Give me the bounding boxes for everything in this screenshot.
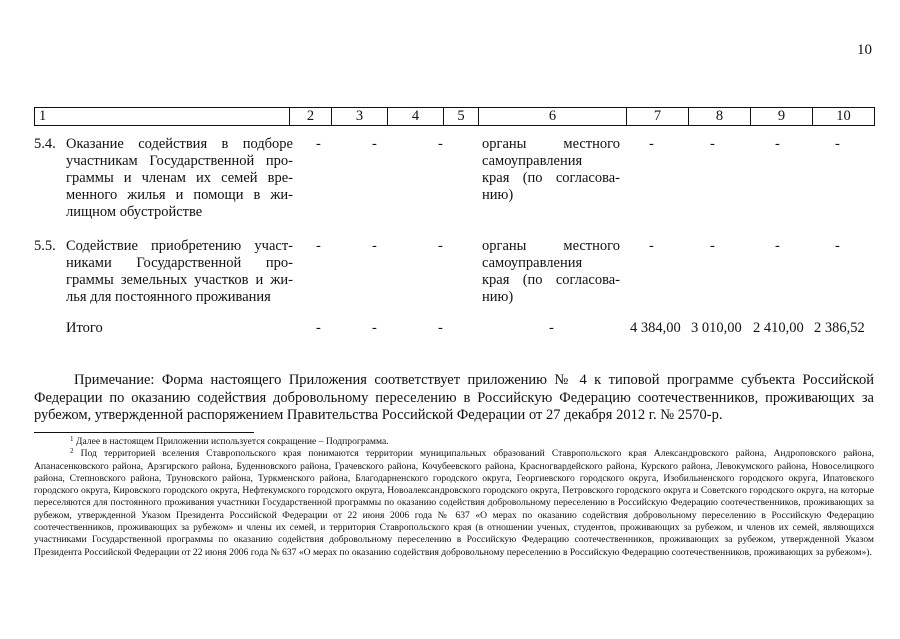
row-executor: [482, 238, 620, 306]
description-line: менного жилья и помощи в жи-: [66, 187, 293, 203]
total-col8: 3 010,00: [691, 320, 742, 336]
cell-col3: -: [316, 136, 321, 152]
description-line: граммы земельных участков и жи-: [66, 272, 293, 288]
executor-line: самоуправления: [482, 153, 583, 169]
header-cell: 10: [813, 108, 875, 126]
executor-line: самоуправления: [482, 255, 583, 271]
cell-col9: -: [775, 238, 780, 254]
total-row: [34, 320, 874, 340]
plan-table: [34, 107, 875, 126]
row-executor: [482, 136, 620, 204]
total-col9: 2 410,00: [753, 320, 804, 336]
executor-line: органы местного: [482, 238, 620, 254]
cell-col9: -: [775, 136, 780, 152]
header-cell: 8: [689, 108, 751, 126]
cell-col10: -: [835, 238, 840, 254]
table-row: [34, 136, 874, 226]
executor-line: органы местного: [482, 136, 620, 152]
executor-line: края (по согласова-: [482, 170, 620, 186]
executor-line: нию): [482, 289, 514, 305]
cell-col4: -: [372, 320, 377, 336]
header-cell: 7: [627, 108, 689, 126]
cell-col6: -: [549, 320, 554, 336]
header-cell: 3: [332, 108, 388, 126]
cell-col8: -: [710, 238, 715, 254]
description-line: Оказание содействия в подборе: [66, 136, 293, 152]
header-cell: 6: [479, 108, 627, 126]
cell-col10: -: [835, 136, 840, 152]
footnote-mark: 2: [70, 447, 74, 456]
description-line: Содействие приобретению участ-: [66, 238, 293, 254]
header-cell: 1: [35, 108, 290, 126]
note-paragraph: Примечание: Форма настоящего Приложения соответствует приложению № 4 к типовой программе субъекта Российской Федерации по оказанию содействия добровольному переселению в Российскую Федерацию соотечественников, проживающих за рубежом, утвержденной распоряжением Правительства Российской Федерации от 27 декабря 2012 г. № 2570-р.: [34, 372, 874, 423]
footnotes: [34, 436, 874, 559]
header-cell: 9: [751, 108, 813, 126]
header-cell: 5: [444, 108, 479, 126]
description-line: граммы и членам их семей вре-: [66, 170, 293, 186]
cell-col3: -: [316, 320, 321, 336]
executor-line: нию): [482, 187, 514, 203]
cell-col4: -: [372, 136, 377, 152]
description-line: лья для постоянного проживания: [66, 289, 271, 305]
row-description: [66, 238, 293, 306]
cell-col8: -: [710, 136, 715, 152]
description-line: никами Государственной про-: [66, 255, 293, 271]
cell-col5: -: [438, 136, 443, 152]
row-number: 5.5.: [34, 238, 56, 254]
footnote-mark: 1: [70, 435, 74, 443]
total-col10: 2 386,52: [814, 320, 865, 336]
footnote-divider: [34, 432, 254, 433]
total-col7: 4 384,00: [630, 320, 681, 336]
executor-line: края (по согласова-: [482, 272, 620, 288]
row-description: [66, 136, 293, 221]
cell-col5: -: [438, 238, 443, 254]
cell-col3: -: [316, 238, 321, 254]
total-label: Итого: [66, 320, 103, 336]
footnote-text: Под территорией вселения Ставропольского края понимаются территории муниципальных образований Ставропольского края Александровского района, Андроповского района, Апанасенковского района, Арзгирского района, Буденновского района, Грачевского района, Кочубеевского района, Красногвардейского района, Курского района, Левокумского района, Новоселицкого района, Степновского района, Труновского района, Туркменского района, Благодарненского городского округа, Георгиевского городского округа, Изобильненского городского округа, Ипатовского городского округа, Кировского городского округа, Нефтекумского городского округа, Новоалександровского городского округа, Петровского городского округа и Советского городского округа, на которые переселяются для постоянного проживания участники Государственной программы по оказанию содействия добровольному переселению в Российскую Федерацию соотечественников, проживающих за рубежом, утвержденной Указом Президента Российской Федерации от 22 июня 2006 года № 637 «О мерах по оказанию содействия добровольному переселению в Российскую Федерацию соотечественников, проживающих за рубежом» и члены их семей, и территория Ставропольского края (в отношении ученых, студентов, проживающих за рубежом, и членов их семей, являющихся участниками Государственной программы по оказанию содействия добровольному переселению в Российскую Федерацию соотечественников, проживающих за рубежом, утвержденной Указом Президента Российской Федерации от 22 июня 2006 года № 637 «О мерах по оказанию содействия добровольному переселению в Российскую Федерацию соотечественников, проживающих за рубежом»).: [34, 448, 874, 558]
cell-col7: -: [649, 136, 654, 152]
description-line: участникам Государственной про-: [66, 153, 293, 169]
cell-col7: -: [649, 238, 654, 254]
row-number: 5.4.: [34, 136, 56, 152]
cell-col4: -: [372, 238, 377, 254]
page-number: 10: [857, 42, 872, 58]
header-cell: 2: [290, 108, 332, 126]
description-line: лищном обустройстве: [66, 204, 203, 220]
cell-col5: -: [438, 320, 443, 336]
footnote-text: Далее в настоящем Приложении используется сокращение – Подпрограмма.: [73, 436, 389, 447]
footnote-1: [34, 436, 874, 448]
header-cell: 4: [388, 108, 444, 126]
footnote-2: [34, 448, 874, 559]
table-header-row: [35, 108, 875, 126]
table-row: [34, 238, 874, 310]
